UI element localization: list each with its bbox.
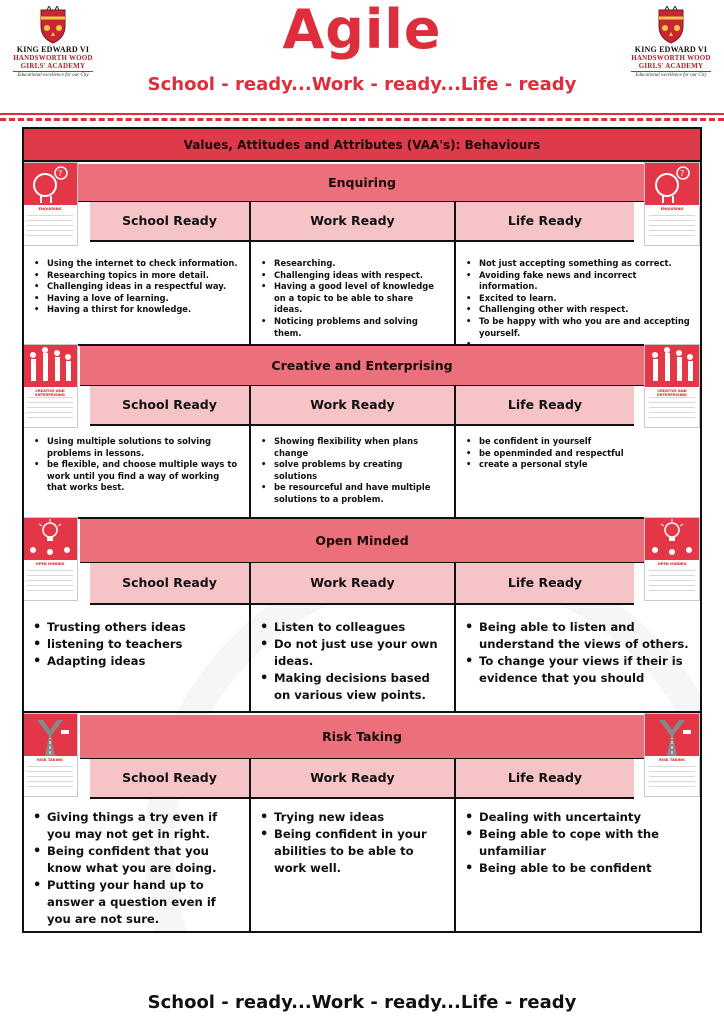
caption-text-line <box>649 781 695 782</box>
caption-text-line <box>649 407 695 408</box>
caption-text-line <box>27 412 73 413</box>
bullet-list <box>259 436 444 506</box>
caption-text-line <box>649 402 695 403</box>
list-item: • be flexible, and choose multiple ways to work until you find a way of working that works best. <box>32 459 239 494</box>
list-item: • Using multiple solutions to solving problems in lessons. <box>32 436 239 459</box>
column-header-life: Life Ready <box>456 202 634 242</box>
list-item: • Being able to listen and understand the views of others. <box>464 619 690 653</box>
list-item: • Dealing with uncertainty <box>464 809 690 826</box>
icon-illustration <box>645 345 699 387</box>
caption-text-line <box>649 215 695 216</box>
cell-school <box>24 242 251 346</box>
list-item: • listening to teachers <box>32 636 239 653</box>
logo-line-2: HANDSWORTH WOOD <box>13 54 93 62</box>
section-band-3: Risk Taking <box>80 715 644 759</box>
caption-text-line <box>649 230 695 231</box>
list-item: • Noticing problems and solving them. <box>259 316 444 339</box>
list-item: • Having a thirst for knowledge. <box>32 304 239 316</box>
caption-text-line <box>27 580 73 581</box>
caption-text-line <box>649 575 695 576</box>
caption-text-line <box>649 580 695 581</box>
forked-road-icon <box>22 713 78 797</box>
cell-life <box>456 426 700 519</box>
caption-text-line <box>27 585 73 586</box>
cell-school <box>24 799 251 933</box>
forked-road-icon <box>644 713 700 797</box>
column-header-life: Life Ready <box>456 386 634 426</box>
list-item: • Being confident in your abilities to be able to work well. <box>259 826 444 877</box>
column-header-work: Work Ready <box>251 202 456 242</box>
list-item: • Being confident that you know what you are doing. <box>32 843 239 877</box>
bullet-list <box>32 436 239 494</box>
list-item: • Trusting others ideas <box>32 619 239 636</box>
vaa-table <box>22 127 702 933</box>
page-title: Agile <box>282 0 442 61</box>
bullet-list <box>464 436 690 471</box>
caption-text-line <box>649 412 695 413</box>
icon-illustration <box>23 163 77 205</box>
list-item: • Excited to learn. <box>464 293 690 305</box>
raised-hands-icon <box>22 344 78 428</box>
icon-illustration <box>645 518 699 560</box>
cell-work <box>251 426 456 519</box>
caption-text-line <box>27 766 73 767</box>
caption-text-line <box>649 766 695 767</box>
caption-text-line <box>649 786 695 787</box>
list-item: • solve problems by creating solutions <box>259 459 444 482</box>
icon-caption: OPEN MINDED <box>35 562 65 566</box>
logo-tagline: Educational excellence for our City <box>13 71 93 79</box>
column-header-life: Life Ready <box>456 759 634 799</box>
caption-text-line <box>27 230 73 231</box>
caption-text-line <box>649 590 695 591</box>
thinking-head-icon <box>644 162 700 246</box>
caption-text-line <box>27 235 73 236</box>
table-title: Values, Attitudes and Attributes (VAA's): Behaviours <box>24 129 700 162</box>
thinking-head-icon <box>22 162 78 246</box>
list-item: • Using the internet to check information. <box>32 258 239 270</box>
school-logo-right <box>622 6 720 104</box>
list-item: • Challenging other with respect. <box>464 304 690 316</box>
caption-text-line <box>27 220 73 221</box>
bullet-list <box>32 809 239 928</box>
caption-text-line <box>27 771 73 772</box>
caption-text-line <box>649 776 695 777</box>
list-item: • Showing flexibility when plans change <box>259 436 444 459</box>
list-item: • Being able to cope with the unfamiliar <box>464 826 690 860</box>
header-divider <box>0 113 724 115</box>
caption-text-line <box>649 570 695 571</box>
icon-illustration <box>645 714 699 756</box>
logo-tagline: Educational excellence for our City <box>631 71 711 79</box>
caption-text-line <box>27 397 73 398</box>
logo-line-1: KING EDWARD VI <box>634 45 708 54</box>
bullet-list <box>464 619 690 687</box>
column-header-work: Work Ready <box>251 759 456 799</box>
svg-text:?: ? <box>680 169 685 178</box>
caption-text-line <box>27 786 73 787</box>
logo-line-2: HANDSWORTH WOOD <box>631 54 711 62</box>
icon-caption: OPEN MINDED <box>657 562 687 566</box>
section-band-1: Creative and Enterprising <box>80 346 644 386</box>
list-item: • Trying new ideas <box>259 809 444 826</box>
icon-caption: ENQUIRING <box>660 207 684 211</box>
cell-life <box>456 799 700 933</box>
page-subtitle: School - ready...Work - ready...Life - ready <box>147 74 577 95</box>
list-item: • Researching. <box>259 258 444 270</box>
column-header-work: Work Ready <box>251 386 456 426</box>
list-item: • Not just accepting something as correct. <box>464 258 690 270</box>
caption-text-line <box>649 225 695 226</box>
caption-text-line <box>27 402 73 403</box>
icon-caption: RISK TAKING <box>659 758 685 762</box>
column-header-school: School Ready <box>90 563 251 605</box>
icon-caption: CREATIVE AND ENTERPRISING <box>657 389 687 398</box>
lightbulb-people-icon <box>644 517 700 601</box>
list-item: • Challenging ideas in a respectful way. <box>32 281 239 293</box>
column-header-school: School Ready <box>90 759 251 799</box>
icon-caption: ENQUIRING <box>38 207 62 211</box>
list-item: • Having a love of learning. <box>32 293 239 305</box>
logo-line-3: GIRLS' ACADEMY <box>20 62 86 70</box>
list-item: • Being able to be confident <box>464 860 690 877</box>
list-item: • create a personal style <box>464 459 690 471</box>
icon-illustration <box>645 163 699 205</box>
list-item: • be openminded and respectful <box>464 448 690 460</box>
logo-line-1: KING EDWARD VI <box>16 45 90 54</box>
section-band-0: Enquiring <box>78 164 646 202</box>
caption-text-line <box>27 570 73 571</box>
caption-text-line <box>649 771 695 772</box>
cell-life <box>456 242 700 346</box>
caption-text-line <box>649 417 695 418</box>
caption-text-line <box>27 225 73 226</box>
caption-text-line <box>27 215 73 216</box>
caption-text-line <box>27 407 73 408</box>
bullet-list <box>259 258 444 339</box>
lightbulb-people-icon <box>22 517 78 601</box>
column-header-work: Work Ready <box>251 563 456 605</box>
bullet-list <box>259 619 444 704</box>
bullet-list <box>464 809 690 877</box>
caption-text-line <box>649 235 695 236</box>
list-item: • Researching topics in more detail. <box>32 270 239 282</box>
bullet-list <box>32 258 239 316</box>
footer-tagline: School - ready...Work - ready...Life - ready <box>147 992 577 1013</box>
list-item: • be confident in yourself <box>464 436 690 448</box>
list-item: • Avoiding fake news and incorrect information. <box>464 270 690 293</box>
caption-text-line <box>27 417 73 418</box>
list-item: • Challenging ideas with respect. <box>259 270 444 282</box>
cell-work <box>251 242 456 346</box>
caption-text-line <box>27 781 73 782</box>
list-item: • Putting your hand up to answer a question even if you are not sure. <box>32 877 239 928</box>
list-item: • Making decisions based on various view points. <box>259 670 444 704</box>
cell-work <box>251 605 456 713</box>
icon-illustration <box>23 714 77 756</box>
icon-illustration <box>23 518 77 560</box>
cell-school <box>24 426 251 519</box>
list-item: • Giving things a try even if you may not get in right. <box>32 809 239 843</box>
list-item: • Having a good level of knowledge on a topic to be able to share ideas. <box>259 281 444 316</box>
caption-text-line <box>27 590 73 591</box>
bullet-list <box>32 619 239 670</box>
list-item: • To change your views if their is evidence that you should <box>464 653 690 687</box>
bullet-list <box>464 258 690 339</box>
caption-text-line <box>27 575 73 576</box>
column-header-school: School Ready <box>90 202 251 242</box>
caption-text-line <box>649 220 695 221</box>
raised-hands-icon <box>644 344 700 428</box>
list-item: • To be happy with who you are and accepting yourself. <box>464 316 690 339</box>
caption-text-line <box>27 776 73 777</box>
list-item: • Adapting ideas <box>32 653 239 670</box>
list-item: • Listen to colleagues <box>259 619 444 636</box>
icon-illustration <box>23 345 77 387</box>
cell-work <box>251 799 456 933</box>
header-dashed-divider <box>0 118 724 121</box>
cell-school <box>24 605 251 713</box>
column-header-school: School Ready <box>90 386 251 426</box>
bullet-list <box>259 809 444 877</box>
school-crest-icon <box>651 6 691 46</box>
section-band-2: Open Minded <box>80 519 644 563</box>
column-header-life: Life Ready <box>456 563 634 605</box>
cell-life <box>456 605 700 713</box>
icon-caption: CREATIVE AND ENTERPRISING <box>35 389 65 398</box>
icon-caption: RISK TAKING <box>37 758 63 762</box>
list-item: • be resourceful and have multiple solutions to a problem. <box>259 482 444 505</box>
list-item: • Do not just use your own ideas. <box>259 636 444 670</box>
svg-text:?: ? <box>58 169 63 178</box>
logo-line-3: GIRLS' ACADEMY <box>638 62 704 70</box>
caption-text-line <box>649 397 695 398</box>
caption-text-line <box>649 585 695 586</box>
